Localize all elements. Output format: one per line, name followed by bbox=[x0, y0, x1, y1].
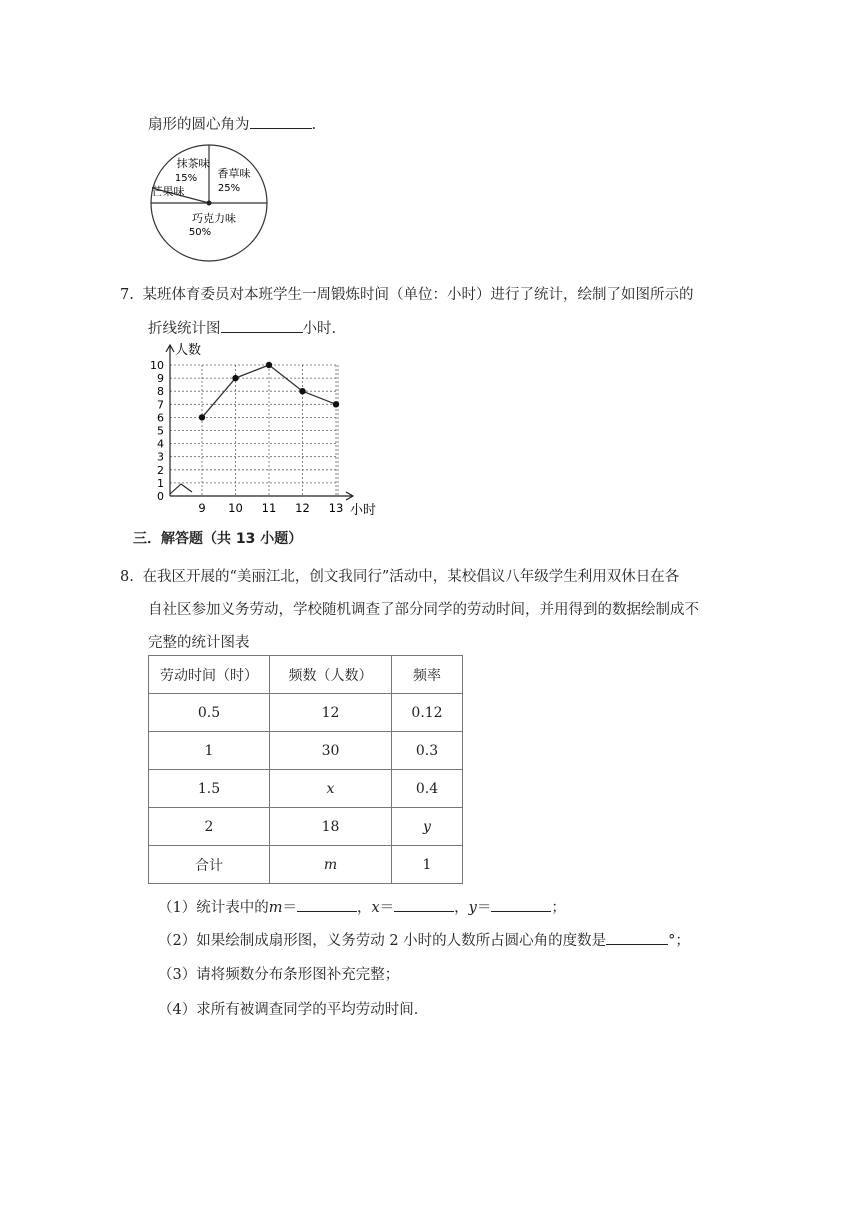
var-x: x bbox=[371, 900, 380, 916]
separator: ； bbox=[551, 900, 566, 916]
sub-question-text: （2）如果绘制成扇形图，义务劳动 2 小时的人数所占圆心角的度数是 bbox=[158, 933, 607, 949]
equals: ＝ bbox=[282, 900, 297, 916]
x-tick-label: 10 bbox=[228, 501, 243, 515]
table-cell: x bbox=[270, 770, 392, 808]
table-cell: 2 bbox=[149, 808, 270, 846]
table-cell: 18 bbox=[270, 808, 392, 846]
y-tick-label: 10 bbox=[150, 359, 164, 372]
separator: ， bbox=[454, 900, 469, 916]
y-tick-label: 9 bbox=[157, 372, 164, 386]
q7-text: 小时. bbox=[302, 321, 337, 337]
table-cell: 0.12 bbox=[392, 694, 463, 732]
var-y: y bbox=[468, 900, 477, 916]
data-point bbox=[266, 362, 272, 368]
q8-line1 bbox=[120, 565, 679, 586]
q8-sub2 bbox=[158, 929, 690, 950]
x-tick-label: 12 bbox=[295, 501, 310, 515]
table-cell: m bbox=[270, 846, 392, 884]
answer-blank bbox=[491, 897, 551, 912]
table-row bbox=[149, 732, 463, 770]
q6-line bbox=[148, 113, 316, 134]
slice-percent: 15% bbox=[174, 173, 198, 184]
table-cell: 1 bbox=[392, 846, 463, 884]
table-header: 频率 bbox=[392, 656, 463, 694]
table-row bbox=[149, 694, 463, 732]
slice-label: 芒果味 bbox=[151, 185, 185, 198]
question-number: 8. bbox=[120, 569, 134, 585]
axis-break bbox=[170, 484, 192, 494]
table-row bbox=[149, 846, 463, 884]
slice-percent: 50% bbox=[188, 227, 212, 238]
table-cell: 0.4 bbox=[392, 770, 463, 808]
section-title: 三．解答题（共 13 小题） bbox=[133, 531, 303, 547]
x-tick-label: 11 bbox=[261, 501, 277, 515]
equals: ＝ bbox=[379, 900, 395, 916]
table-cell: 0.5 bbox=[149, 694, 270, 732]
q8-sub3: （3）请将频数分布条形图补充完整； bbox=[158, 967, 400, 983]
slice-percent: 25% bbox=[217, 183, 241, 194]
answer-blank bbox=[606, 930, 668, 945]
table-cell: 30 bbox=[270, 732, 392, 770]
table-cell: 1.5 bbox=[149, 770, 270, 808]
y-tick-label: 5 bbox=[157, 424, 164, 438]
data-point bbox=[299, 388, 305, 394]
slice-label: 抹茶味 bbox=[176, 157, 210, 170]
table-cell: 1 bbox=[149, 732, 270, 770]
question-number: 7. bbox=[120, 287, 134, 303]
y-tick-label: 3 bbox=[157, 450, 164, 464]
pie-center bbox=[207, 201, 212, 206]
y-tick-label: 4 bbox=[157, 437, 164, 451]
y-tick-label: 1 bbox=[157, 476, 164, 490]
x-tick-label: 9 bbox=[198, 501, 206, 515]
pie-chart bbox=[145, 143, 275, 263]
y-axis-label: 人数 bbox=[175, 343, 202, 358]
x-axis-label: 小时 bbox=[350, 503, 377, 518]
table-cell: 合计 bbox=[149, 846, 270, 884]
table-cell: 12 bbox=[270, 694, 392, 732]
table-row bbox=[149, 770, 463, 808]
answer-blank bbox=[297, 897, 357, 912]
q7-text: 折线统计图 bbox=[148, 321, 221, 337]
y-tick-label: 7 bbox=[157, 398, 164, 412]
separator: ， bbox=[356, 900, 372, 916]
chart-grid bbox=[170, 365, 338, 496]
table-row bbox=[149, 808, 463, 846]
table-header: 劳动时间（时） bbox=[149, 656, 270, 694]
statistics-table bbox=[148, 655, 463, 884]
q8-sub4: （4）求所有被调查同学的平均劳动时间． bbox=[158, 1002, 429, 1018]
y-tick-label: 0 bbox=[157, 490, 164, 503]
q6-text: 扇形的圆心角为 bbox=[148, 117, 250, 133]
line-chart bbox=[145, 338, 385, 518]
answer-blank bbox=[250, 114, 312, 129]
q8-line3: 完整的统计图表 bbox=[148, 635, 250, 651]
answer-blank bbox=[394, 897, 454, 912]
answer-blank bbox=[221, 318, 303, 333]
table-cell: 0.3 bbox=[392, 732, 463, 770]
var-m: m bbox=[268, 900, 283, 916]
q8-sub1 bbox=[158, 896, 566, 917]
x-tick-label: 13 bbox=[328, 501, 344, 515]
data-point bbox=[333, 401, 339, 407]
q6-end: . bbox=[311, 117, 317, 133]
sub-question-text: （1）统计表中的 bbox=[158, 900, 269, 916]
q7-text: 某班体育委员对本班学生一周锻炼时间（单位：小时）进行了统计，绘制了如图所示的 bbox=[142, 287, 694, 303]
data-point bbox=[232, 375, 238, 381]
table-header: 频数（人数） bbox=[270, 656, 392, 694]
slice-label: 巧克力味 bbox=[192, 212, 236, 225]
slice-label: 香草味 bbox=[217, 167, 251, 180]
q8-line2: 自社区参加义务劳动，学校随机调查了部分同学的劳动时间，并用得到的数据绘制成不 bbox=[148, 602, 699, 618]
q7-line2 bbox=[148, 317, 336, 338]
data-point bbox=[199, 414, 205, 420]
q7-line1 bbox=[120, 283, 693, 304]
table-header-row bbox=[149, 656, 463, 694]
equals: ＝ bbox=[476, 900, 492, 916]
y-tick-label: 6 bbox=[157, 411, 164, 425]
separator: °； bbox=[668, 933, 690, 949]
chart-ticks bbox=[150, 359, 343, 515]
y-tick-label: 8 bbox=[157, 385, 164, 399]
table-cell: y bbox=[392, 808, 463, 846]
y-tick-label: 2 bbox=[157, 463, 164, 477]
q8-text: 在我区开展的“美丽江北，创文我同行”活动中，某校倡议八年级学生利用双休日在各 bbox=[142, 569, 680, 585]
